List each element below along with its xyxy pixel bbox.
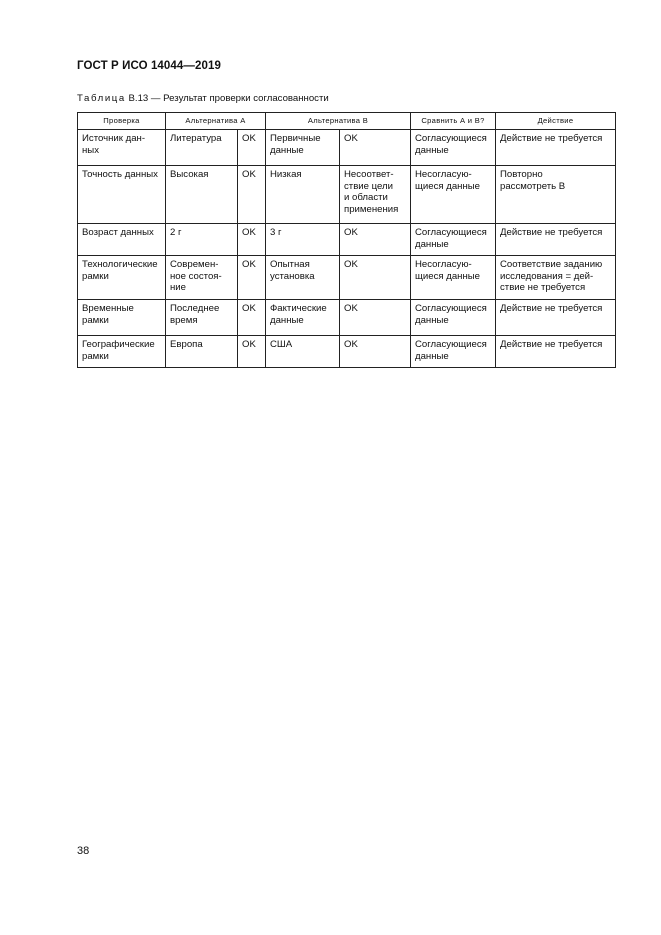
cell-compare: Согласующиеся данные bbox=[411, 224, 496, 256]
table-caption-label: Таблица bbox=[77, 93, 126, 104]
cell-check: Точность данных bbox=[78, 166, 166, 224]
cell-alt-b-value: Опытная установка bbox=[266, 256, 340, 300]
cell-alt-a-value: Литература bbox=[166, 130, 238, 166]
table-row bbox=[78, 166, 616, 224]
table-caption-text: — Результат проверки согласованности bbox=[150, 93, 329, 104]
cell-action: Соответствие заданию исследования = дей- ствие не требуется bbox=[496, 256, 616, 300]
cell-alt-a-value: 2 г bbox=[166, 224, 238, 256]
cell-alt-a-value: Европа bbox=[166, 336, 238, 368]
cell-action: Повторно рассмотреть В bbox=[496, 166, 616, 224]
cell-alt-b-value: Фактические данные bbox=[266, 300, 340, 336]
table-caption-number: В.13 bbox=[128, 93, 149, 104]
cell-action: Действие не требуется bbox=[496, 300, 616, 336]
header-compare: Сравнить А и В? bbox=[411, 113, 496, 130]
cell-alt-a-status: OK bbox=[238, 336, 266, 368]
header-alternative-b: Альтернатива В bbox=[266, 113, 411, 130]
cell-compare: Согласующиеся данные bbox=[411, 336, 496, 368]
cell-alt-b-status: OK bbox=[340, 224, 411, 256]
table-header-row bbox=[78, 113, 616, 130]
cell-compare: Несогласую- щиеся данные bbox=[411, 166, 496, 224]
cell-check: Источник дан- ных bbox=[78, 130, 166, 166]
table-row bbox=[78, 256, 616, 300]
cell-compare: Согласующиеся данные bbox=[411, 130, 496, 166]
cell-alt-a-value: Последнее время bbox=[166, 300, 238, 336]
cell-check: Временные рамки bbox=[78, 300, 166, 336]
cell-alt-b-status: OK bbox=[340, 256, 411, 300]
cell-alt-b-status: Несоответ- ствие цели и области применения bbox=[340, 166, 411, 224]
cell-alt-b-value: Низкая bbox=[266, 166, 340, 224]
header-alternative-a: Альтернатива А bbox=[166, 113, 266, 130]
table-row bbox=[78, 336, 616, 368]
cell-alt-a-value: Современ- ное состоя- ние bbox=[166, 256, 238, 300]
cell-alt-a-status: OK bbox=[238, 300, 266, 336]
table-caption bbox=[77, 93, 329, 104]
cell-alt-a-status: OK bbox=[238, 256, 266, 300]
cell-action: Действие не требуется bbox=[496, 224, 616, 256]
cell-check: Географические рамки bbox=[78, 336, 166, 368]
cell-action: Действие не требуется bbox=[496, 130, 616, 166]
page-number: 38 bbox=[77, 845, 90, 857]
table-row bbox=[78, 130, 616, 166]
cell-alt-a-status: OK bbox=[238, 224, 266, 256]
cell-alt-b-status: OK bbox=[340, 300, 411, 336]
cell-compare: Согласующиеся данные bbox=[411, 300, 496, 336]
document-header: ГОСТ Р ИСО 14044—2019 bbox=[77, 60, 222, 72]
cell-alt-b-value: Первичные данные bbox=[266, 130, 340, 166]
cell-alt-a-status: OK bbox=[238, 130, 266, 166]
header-check: Проверка bbox=[78, 113, 166, 130]
cell-alt-b-status: OK bbox=[340, 336, 411, 368]
cell-alt-a-value: Высокая bbox=[166, 166, 238, 224]
cell-alt-b-value: США bbox=[266, 336, 340, 368]
cell-action: Действие не требуется bbox=[496, 336, 616, 368]
cell-compare: Несогласую- щиеся данные bbox=[411, 256, 496, 300]
cell-alt-b-status: OK bbox=[340, 130, 411, 166]
cell-alt-b-value: 3 г bbox=[266, 224, 340, 256]
cell-alt-a-status: OK bbox=[238, 166, 266, 224]
cell-check: Технологические рамки bbox=[78, 256, 166, 300]
header-action: Действие bbox=[496, 113, 616, 130]
consistency-check-table bbox=[77, 112, 616, 368]
cell-check: Возраст данных bbox=[78, 224, 166, 256]
table-row bbox=[78, 224, 616, 256]
table-row bbox=[78, 300, 616, 336]
